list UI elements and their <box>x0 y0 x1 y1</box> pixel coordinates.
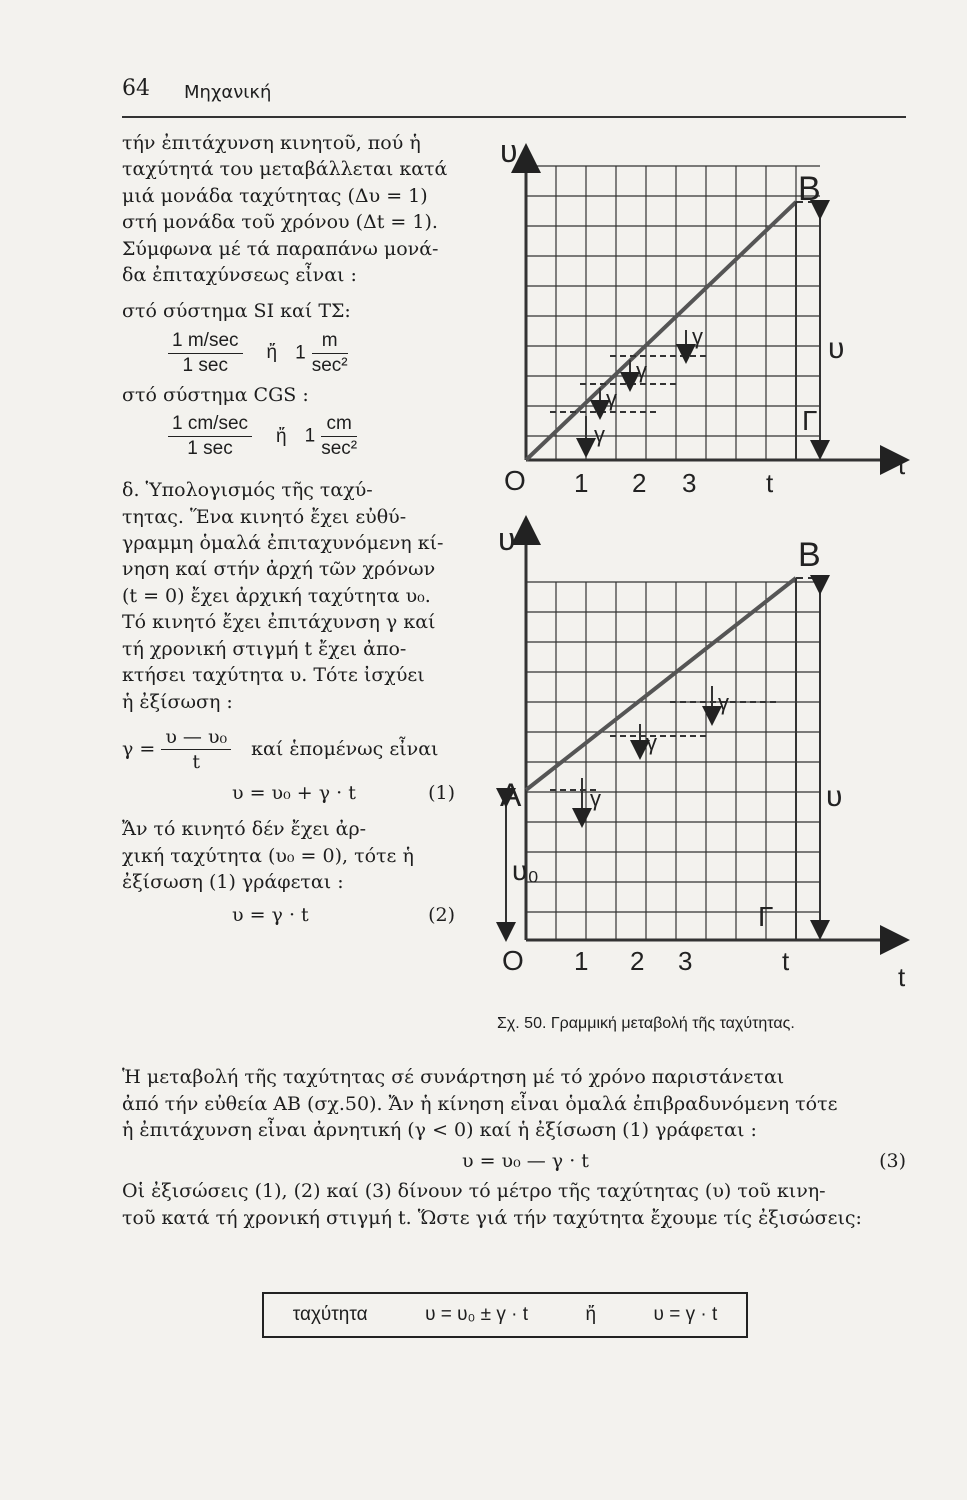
bottom-x-label: t <box>898 962 906 992</box>
top-gamma-2: γ <box>636 358 647 383</box>
bottom-graph <box>506 530 895 940</box>
page-number: 64 <box>122 76 150 101</box>
text-line: δ. Ὑπολογισμός τῆς ταχύ- <box>122 479 373 502</box>
text-line: χική ταχύτητα (υ₀ = 0), τότε ἡ <box>122 844 414 867</box>
text-line: τή χρονική στιγμή t ἔχει ἀπο- <box>122 637 407 660</box>
top-tick-1: 1 <box>574 468 589 498</box>
text-line: δα ἐπιταχύνσεως εἶναι : <box>122 264 357 287</box>
equation-3: υ = υ₀ — γ · t (3) <box>462 1149 906 1172</box>
text-line: νηση καί στήν ἀρχή τῶν χρόνων <box>122 558 436 581</box>
text-line: ἡ ἐπιτάχυνση εἶναι ἀρνητική (γ < 0) καί ἡ ἐξίσωση (1) γράφεται : <box>122 1119 757 1141</box>
running-title: Μηχανική <box>184 82 272 103</box>
text-line: Ἄν τό κινητό δέν ἔχει ἀρ- <box>122 818 367 841</box>
text-line: στή μονάδα τοῦ χρόνου (Δt = 1). <box>122 211 438 234</box>
top-point-G: Γ <box>802 405 818 436</box>
text-line: Τό κινητό ἔχει ἐπιτάχυνση γ καί <box>122 611 436 634</box>
top-gamma-1: γ <box>692 324 703 349</box>
equation-2: υ = γ · t (2) <box>232 903 455 926</box>
equation-1: υ = υ₀ + γ · t (1) <box>232 781 455 804</box>
text-line: κτήσει ταχύτητα υ. Τότε ἰσχύει <box>122 664 425 687</box>
top-origin: O <box>504 465 526 496</box>
paragraph-line-AB <box>122 1064 906 1231</box>
top-tick-2: 2 <box>632 468 647 498</box>
bottom-gamma-3: γ <box>590 786 601 811</box>
bottom-upsilon: υ <box>826 780 843 813</box>
bottom-y-label: υ <box>498 521 516 557</box>
paragraph-summary <box>122 1178 906 1231</box>
bottom-tick-3: 3 <box>678 946 693 976</box>
velocity-equations-box <box>262 1292 748 1338</box>
text-line: Ἡ μεταβολή τῆς ταχύτητας σέ συνάρτηση μέ τό χρόνο παριστάνεται <box>122 1066 785 1088</box>
text-line: ἐξίσωση (1) γράφεται : <box>122 871 344 894</box>
si-units <box>162 327 467 380</box>
text-line: (t = 0) ἔχει ἀρχική ταχύτητα υ₀. <box>122 584 431 607</box>
si-label: στό σύστημα SI καί ΤΣ: <box>122 300 351 323</box>
cgs-fraction-2: 1 $\frac{cm}{\text{sec²}}$ <box>304 413 358 460</box>
page-header <box>122 76 906 118</box>
bottom-grid <box>526 582 820 940</box>
text-line: Σύμφωνα μέ τά παραπάνω μονά- <box>122 237 439 260</box>
top-graph <box>526 158 895 460</box>
text-line: ἀπό τήν εὐθεία ΑΒ (σχ.50). Ἄν ἡ κίνηση εἶναι ὁμαλά ἐπιβραδυνόμενη τότε <box>122 1092 838 1115</box>
top-line-OB <box>526 202 796 460</box>
figure-50 <box>490 130 910 1010</box>
bottom-tick-1: 1 <box>574 946 589 976</box>
gamma-equation: γ = $\frac{\text{υ — υ₀}}{t}$ καί ἑπομένως εἶναι <box>122 725 439 773</box>
bottom-tick-t: t <box>782 946 790 976</box>
box-eq-2: υ = γ · t <box>653 1304 718 1325</box>
bottom-line-AB <box>526 578 796 790</box>
box-label: ταχύτητα <box>292 1304 368 1325</box>
cgs-label: στό σύστημα CGS : <box>122 383 309 406</box>
text-line: τοῦ κατά τή χρονική στιγμή t. Ὥστε γιά τήν ταχύτητα ἔχουμε τίς ἐξισώσεις: <box>122 1206 862 1229</box>
top-tick-3: 3 <box>682 468 697 498</box>
box-or: ἤ <box>585 1304 597 1325</box>
cgs-units <box>162 410 467 463</box>
top-point-B: B <box>798 170 821 208</box>
bottom-point-A: A <box>500 777 522 813</box>
text-line: μιά μονάδα ταχύτητας (Δυ = 1) <box>122 184 428 207</box>
bottom-gamma-1: γ <box>718 690 729 715</box>
text-line: ἡ ἐξίσωση : <box>122 690 233 713</box>
bottom-origin: O <box>502 945 524 976</box>
bottom-point-B: B <box>798 536 821 574</box>
text-line: ταχύτητά του μεταβάλλεται κατά <box>122 158 448 181</box>
text-line: τήν ἐπιτάχυνση κινητοῦ, πού ἡ <box>122 132 421 154</box>
left-column <box>122 130 467 932</box>
paragraph-velocity-calc <box>122 477 467 715</box>
bottom-upsilon0: υ₀ <box>512 855 539 886</box>
figure-caption: Σχ. 50. Γραμμική μεταβολή τῆς ταχύτητας. <box>497 1015 795 1032</box>
bottom-gamma-2: γ <box>646 730 657 755</box>
text-line: Οἱ ἐξισώσεις (1), (2) καί (3) δίνουν τό μέτρο τῆς ταχύτητας (υ) τοῦ κινη- <box>122 1180 826 1202</box>
text-line: γραμμη ὁμαλά ἐπιταχυνόμενη κί- <box>122 532 444 555</box>
top-gamma-3: γ <box>606 386 617 411</box>
bottom-tick-2: 2 <box>630 946 645 976</box>
top-upsilon: υ <box>828 332 845 365</box>
si-fraction-2: 1 $\frac{m}{\text{sec²}}$ <box>295 329 348 376</box>
paragraph-acceleration-unit <box>122 130 467 288</box>
or-word: ἤ <box>266 342 278 364</box>
text-line: τητας. Ἕνα κινητό ἔχει εὐθύ- <box>122 505 407 528</box>
cgs-fraction-1: $\frac{1 cm/\sec}{1 \sec}$ <box>168 412 252 461</box>
top-x-label: t <box>898 450 906 480</box>
top-gamma-4: γ <box>594 422 605 447</box>
top-tick-t: t <box>766 468 774 498</box>
bottom-graph-labels <box>498 521 906 992</box>
paragraph-zero-initial <box>122 816 467 895</box>
box-eq-1: υ = υ₀ ± γ · t <box>425 1304 529 1325</box>
si-fraction-1: $\frac{1 m/\sec}{1 \sec}$ <box>168 329 243 378</box>
bottom-point-G: Γ <box>758 901 774 932</box>
or-word: ἤ <box>276 425 287 447</box>
top-y-label: υ <box>500 133 518 169</box>
